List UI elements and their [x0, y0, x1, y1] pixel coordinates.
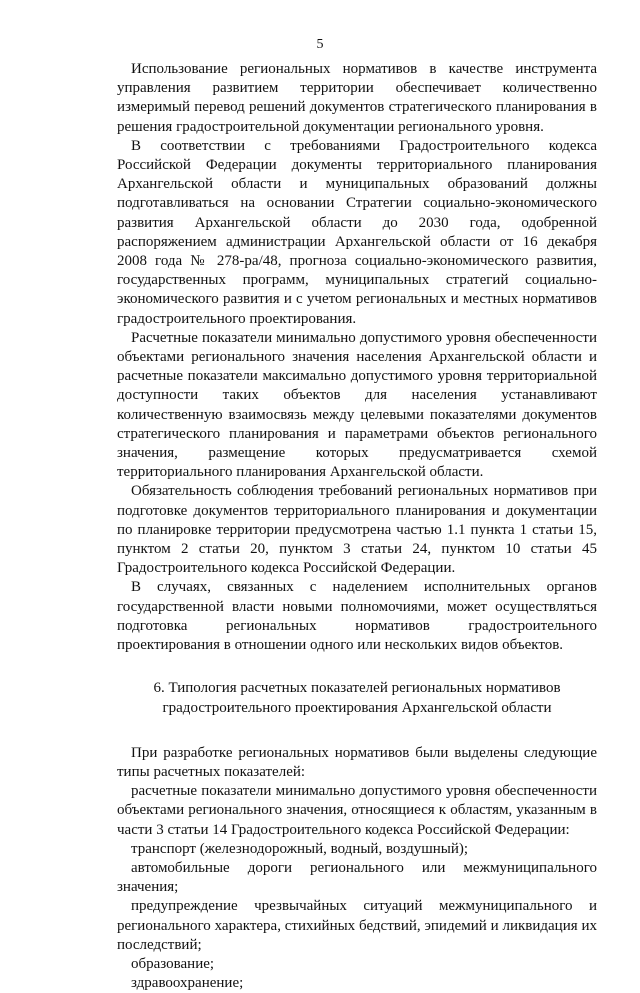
paragraph-new-powers: В случаях, связанных с наделением исполнительных органов государственной власти новыми полномочиями, может осуществляться подготовка региональных нормативов градостроительного проектирования в отношении одного или нескольких видов объектов. [117, 579, 597, 654]
paragraph-calculated-indicators: Расчетные показатели минимально допустимого уровня обеспеченности объектами регионального значения населения Архангельской области и расчетные показатели максимально допустимого уровня территориальной доступности таких объектов для населения устанавливают количественную взаимосвязь между целевыми показателями документов стратегического планирования и параметрами объектов регионального значения, размещение которых предусматривается схемой территориального планирования Архангельской области. [117, 329, 597, 481]
list-item-healthcare: здравоохранение; [131, 975, 244, 992]
list-item-transport: транспорт (железнодорожный, водный, воздушный); [131, 840, 469, 857]
list-item-education: образование; [131, 955, 215, 972]
paragraph-indicator-types-intro: При разработке региональных нормативов были выделены следующие типы расчетных показателей: [117, 744, 597, 780]
paragraph-minimum-provision-indicators: расчетные показатели минимально допустимого уровня обеспеченности объектами регионального значения, относящиеся к областям, указанным в части 3 статьи 14 Градостроительного кодекса Российской Федерации: [117, 783, 597, 838]
section-heading-line-2: градостроительного проектирования Архангельской области [162, 699, 552, 716]
paragraph-regional-norms-usage: Использование региональных нормативов в качестве инструмента управления развитием территории обеспечивает количественно измеримый перевод решений документов стратегического планирования в решения градостроительной документации регионального уровня. [117, 61, 597, 135]
list-item-roads: автомобильные дороги регионального или межмуниципального значения; [117, 859, 597, 896]
page-number: 5 [316, 37, 324, 52]
paragraph-mandatory-compliance: Обязательность соблюдения требований региональных нормативов при подготовке документов территориального планирования и документации по планировке территории предусмотрена частью 1.1 пункта 1 статьи 15, пунктом 2 статьи 20, пунктом 3 статьи 24, пунктом 10 статьи 45 Градостроительного кодекса Российской Федерации. [117, 483, 597, 577]
document-body [117, 60, 597, 993]
section-heading-line-1: 6. Типология расчетных показателей региональных нормативов [153, 680, 561, 697]
list-item-emergencies: предупреждение чрезвычайных ситуаций межмуниципального и регионального характера, стихийных бедствий, эпидемий и ликвидация их последствий; [117, 898, 597, 953]
section-heading [117, 679, 597, 717]
paragraph-code-requirements: В соответствии с требованиями Градостроительного кодекса Российской Федерации документы территориального планирования Архангельской области и муниципальных образований должны подготавливаться на основании Стратегии социально-экономического развития Архангельской области до 2030 года, одобренной распоряжением администрации Архангельской области от 16 декабря 2008 года № 278-ра/48, прогноза социально-экономического развития, государственных программ, муниципальных стратегий социально-экономического развития и с учетом региональных и местных нормативов градостроительного проектирования. [117, 137, 597, 327]
